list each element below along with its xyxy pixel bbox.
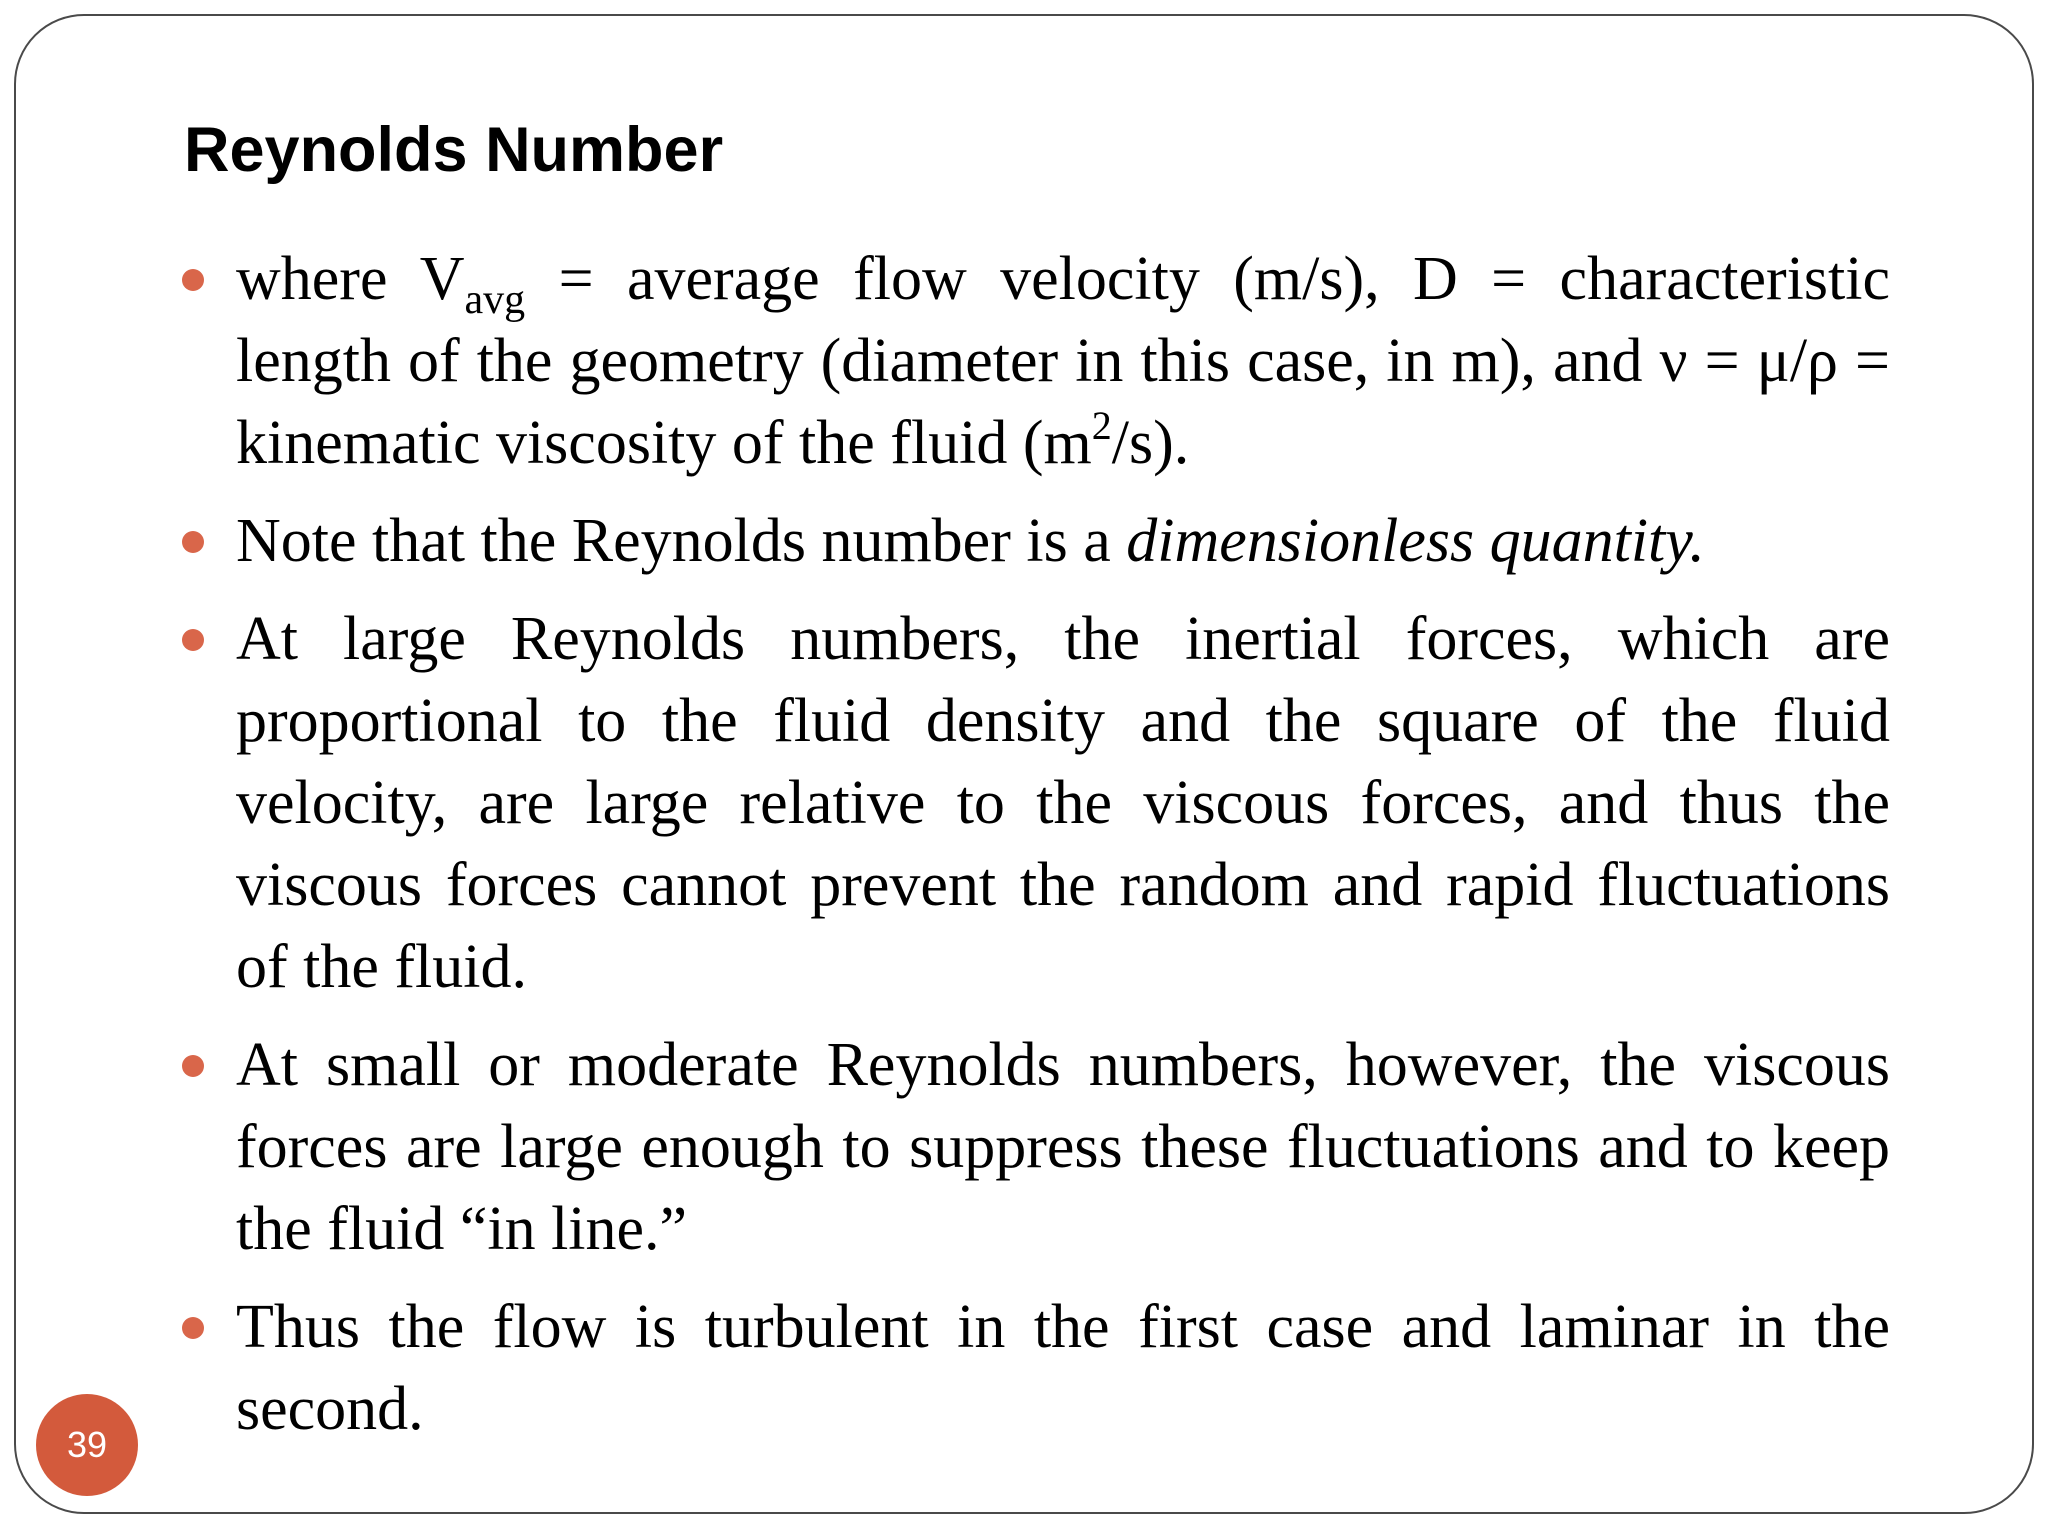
bullet-text: At large Reynolds numbers, the inertial forces, which are proportional to the fluid density and the square of the fluid velocity, are large relative to the viscous forces, and thus the viscous forces cannot prevent the random and rapid fluctuations of the fluid. [236,605,1890,1001]
bullet-dot-icon [182,1055,204,1077]
bullet-item-small-re [236,1024,1890,1270]
slide-title: Reynolds Number [184,115,724,185]
page-number-badge: 39 [36,1394,138,1496]
bullet-dot-icon [182,1317,204,1339]
bullet-dot-icon [182,269,204,291]
bullet-text: where V [236,245,465,313]
bullet-text: /s). [1111,409,1190,477]
bullet-text: Thus the flow is turbulent in the first case and laminar in the second. [236,1293,1890,1443]
bullet-text: Note that the Reynolds number is a [236,507,1127,575]
bullet-list [236,238,1890,1466]
bullet-text: At small or moderate Reynolds numbers, however, the viscous forces are large enough to suppress these fluctuations and to keep the fluid “in line.” [236,1031,1890,1263]
subscript-avg: avg [464,277,526,323]
bullet-dot-icon [182,629,204,651]
bullet-item-definitions [236,238,1890,484]
slide [14,14,2034,1514]
emphasis-text: dimensionless quantity. [1126,507,1705,575]
bullet-item-dimensionless [236,500,1890,582]
bullet-item-conclusion [236,1286,1890,1450]
bullet-dot-icon [182,531,204,553]
bullet-text: = average flow velocity (m/s), D = characteristic length of the geometry (diameter in this case, in m), and ν = μ/ρ = kinematic viscosity of the fluid (m [236,245,1890,477]
superscript-2: 2 [1091,403,1112,448]
bullet-item-large-re [236,598,1890,1008]
